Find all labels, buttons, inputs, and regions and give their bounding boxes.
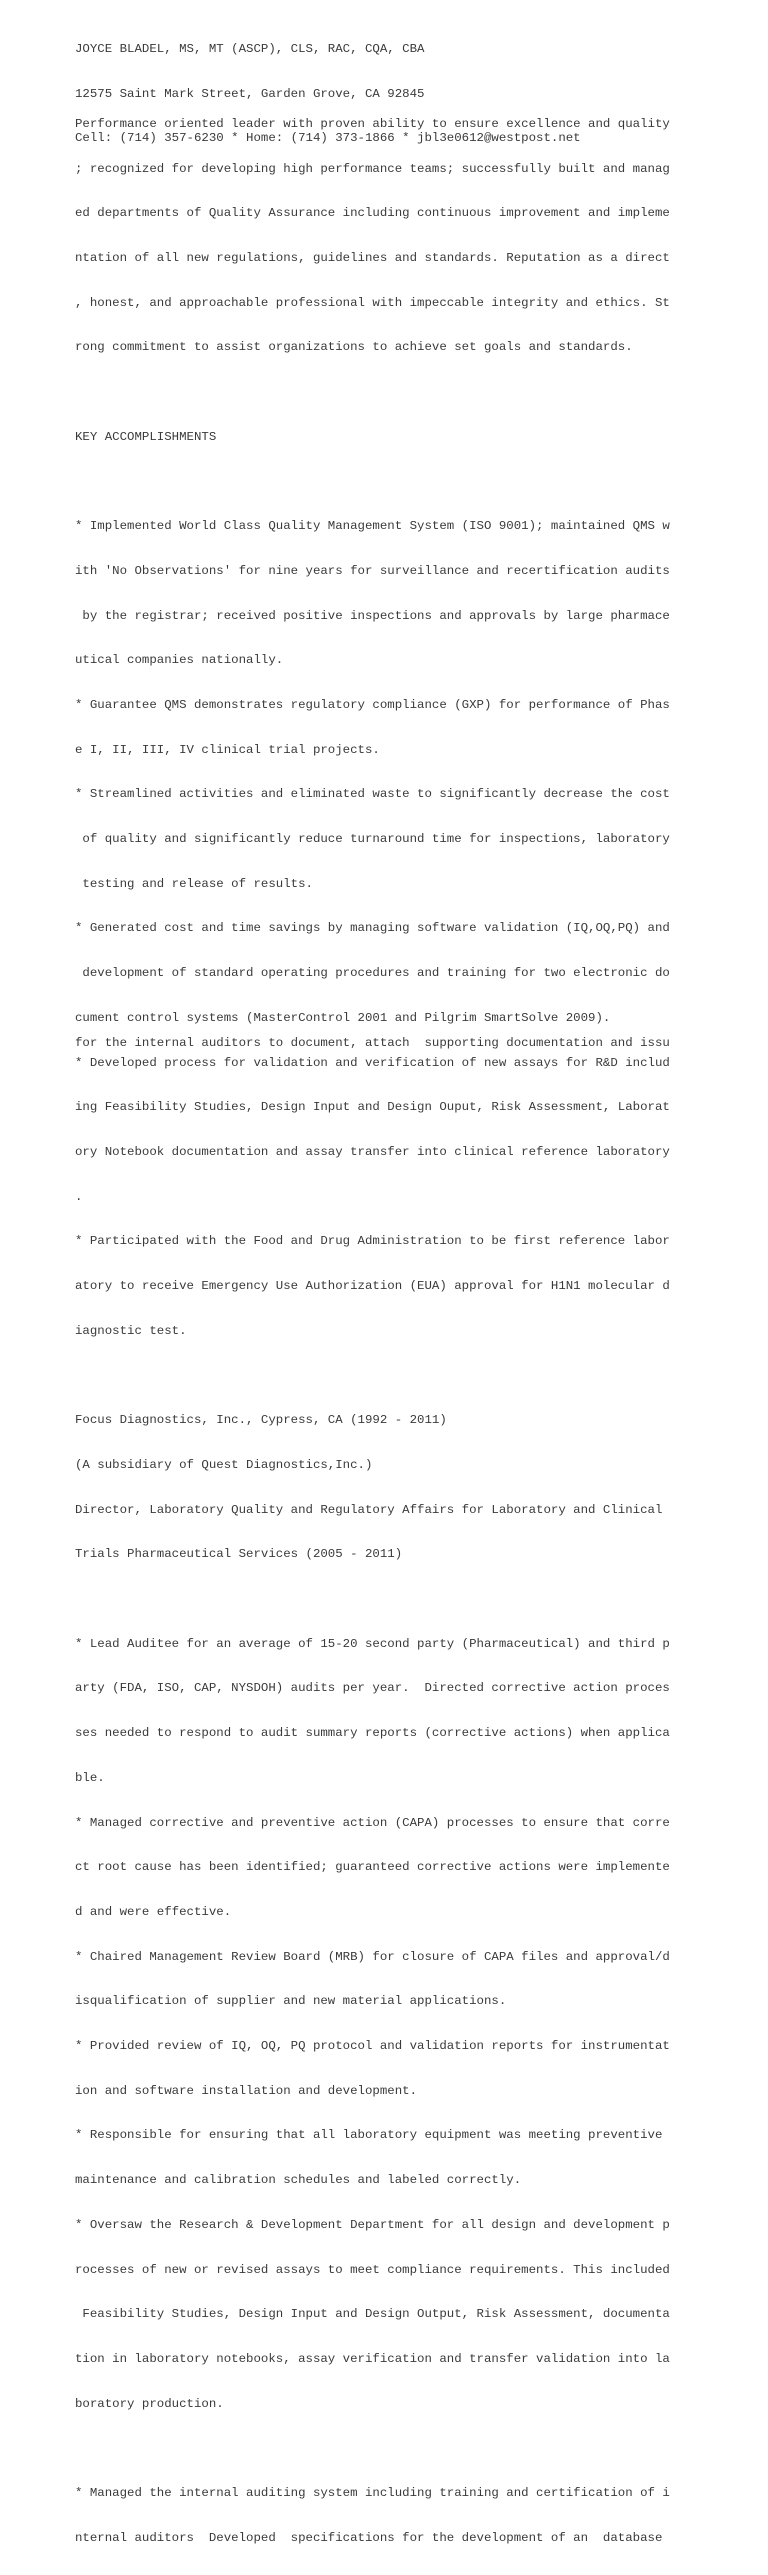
duty-line: ion and software installation and development. [75,2083,418,2098]
accomplishment-line: development of standard operating procedures and training for two electronic do [75,966,670,981]
continuation-line: for the internal auditors to document, attach supporting documentation and issu [75,1035,670,1050]
duty-line: boratory production. [75,2396,224,2411]
accomplishment-line: ory Notebook documentation and assay transfer into clinical reference laboratory [75,1144,670,1159]
accomplishment-line: cument control systems (MasterControl 2001 and Pilgrim SmartSolve 2009). [75,1010,611,1025]
duty-line: Feasibility Studies, Design Input and Design Output, Risk Assessment, documenta [75,2307,670,2322]
accomplishment-line: * Developed process for validation and verification of new assays for R&D includ [75,1055,670,1070]
duty-line: rocesses of new or revised assays to meet compliance requirements. This included [75,2262,670,2277]
auditing-line: nternal auditors Developed specifications for the development of an database [75,2530,663,2545]
accomplishment-line: e I, II, III, IV clinical trial projects. [75,742,380,757]
summary-line: rong commitment to assist organizations to achieve set goals and standards. [75,340,633,355]
job-title-line: Trials Pharmaceutical Services (2005 - 2011) [75,1547,403,1562]
professional-summary [75,87,670,2575]
accomplishments-heading: KEY ACCOMPLISHMENTS [75,429,217,444]
duty-line: d and were effective. [75,1904,232,1919]
duty-line: * Lead Auditee for an average of 15-20 second party (Pharmaceutical) and third p [75,1636,670,1651]
summary-line: ; recognized for developing high performance teams; successfully built and manag [75,161,670,176]
duty-line: isqualification of supplier and new material applications. [75,1994,507,2009]
duty-line: * Oversaw the Research & Development Department for all design and development p [75,2217,670,2232]
phone-email-line: Cell: (714) 357-6230 * Home: (714) 373-1866 * jbl3e0612@westpost.net [75,131,581,146]
accomplishment-line: of quality and significantly reduce turnaround time for inspections, laboratory [75,832,670,847]
summary-line: ed departments of Quality Assurance including continuous improvement and impleme [75,206,670,221]
duty-line: arty (FDA, ISO, CAP, NYSDOH) audits per year. Directed corrective action proces [75,1681,670,1696]
duty-line: ses needed to respond to audit summary reports (corrective actions) when applica [75,1726,670,1741]
accomplishment-line: * Streamlined activities and eliminated waste to significantly decrease the cost [75,787,670,802]
address-line: 12575 Saint Mark Street, Garden Grove, CA 92845 [75,86,425,101]
accomplishment-line: utical companies nationally. [75,653,284,668]
accomplishment-line: * Guarantee QMS demonstrates regulatory compliance (GXP) for performance of Phas [75,697,670,712]
duty-line: ble. [75,1770,105,1785]
candidate-name-line: JOYCE BLADEL, MS, MT (ASCP), CLS, RAC, CQA, CBA [75,41,425,56]
duty-line: tion in laboratory notebooks, assay verification and transfer validation into la [75,2351,670,2366]
accomplishment-line: . [75,1189,83,1204]
accomplishment-line: * Generated cost and time savings by managing software validation (IQ,OQ,PQ) and [75,921,670,936]
duty-line: ct root cause has been identified; guaranteed corrective actions were implemente [75,1860,670,1875]
auditing-line: * Managed the internal auditing system including training and certification of i [75,2486,670,2501]
duty-line: * Chaired Management Review Board (MRB) for closure of CAPA files and approval/d [75,1949,670,1964]
summary-line: ntation of all new regulations, guidelines and standards. Reputation as a direct [75,250,670,265]
accomplishment-line: iagnostic test. [75,1323,187,1338]
accomplishment-line: by the registrar; received positive inspections and approvals by large pharmace [75,608,670,623]
employer-line: Focus Diagnostics, Inc., Cypress, CA (1992 - 2011) [75,1413,447,1428]
accomplishment-line: testing and release of results. [75,876,313,891]
duty-line: * Responsible for ensuring that all laboratory equipment was meeting preventive [75,2128,663,2143]
job-title-line: Director, Laboratory Quality and Regulatory Affairs for Laboratory and Clinical [75,1502,663,1517]
summary-line: , honest, and approachable professional with impeccable integrity and ethics. St [75,295,670,310]
accomplishment-line: ith 'No Observations' for nine years for surveillance and recertification audits [75,563,670,578]
accomplishment-line: * Implemented World Class Quality Management System (ISO 9001); maintained QMS w [75,519,670,534]
accomplishment-line: * Participated with the Food and Drug Administration to be first reference labor [75,1234,670,1249]
duty-line: * Managed corrective and preventive action (CAPA) processes to ensure that corre [75,1815,670,1830]
summary-line: Performance oriented leader with proven ability to ensure excellence and quality [75,116,670,131]
page-break-continuation [75,1006,670,1081]
accomplishment-line: atory to receive Emergency Use Authorization (EUA) approval for H1N1 molecular d [75,1279,670,1294]
duty-line: maintenance and calibration schedules and labeled correctly. [75,2173,522,2188]
duty-line: * Provided review of IQ, OQ, PQ protocol and validation reports for instrumentat [75,2039,670,2054]
accomplishment-line: ing Feasibility Studies, Design Input and Design Ouput, Risk Assessment, Laborat [75,1100,670,1115]
employer-subsidiary-line: (A subsidiary of Quest Diagnostics,Inc.) [75,1457,373,1472]
